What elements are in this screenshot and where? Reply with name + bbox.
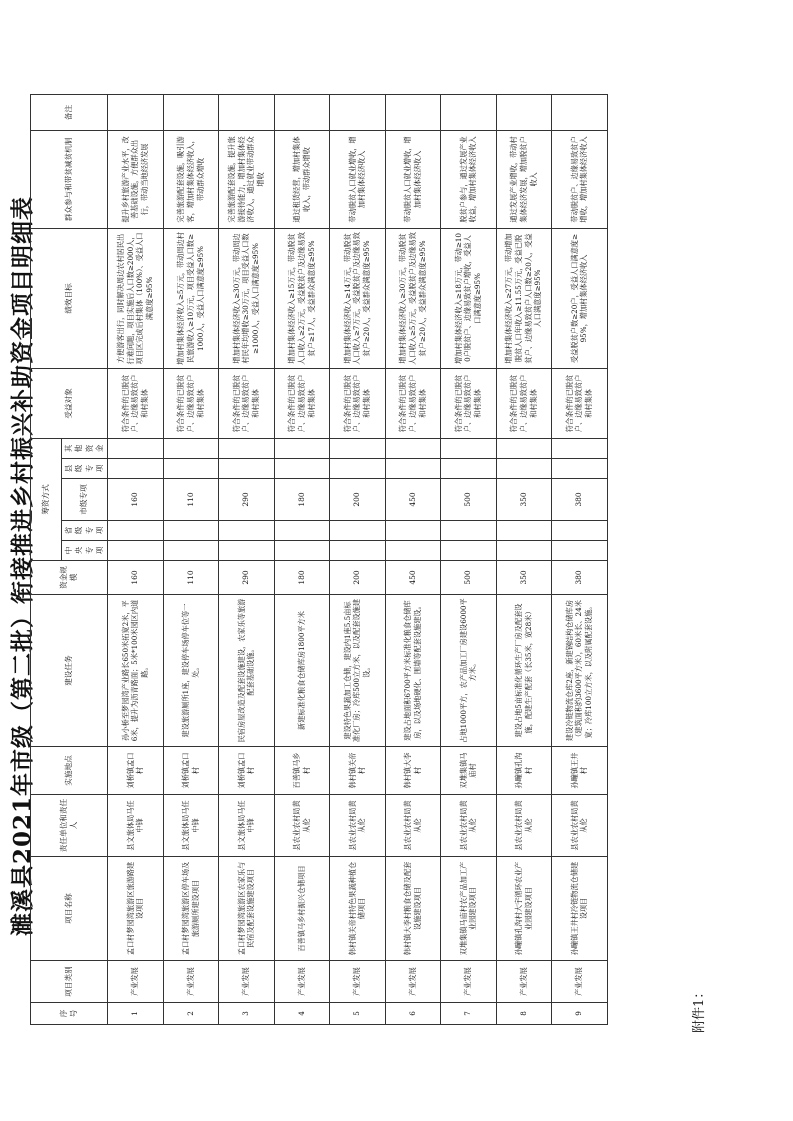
cell-location: 刘桥镇孟口村 [163,747,219,795]
col-goal: 绩效目标 [31,228,108,368]
cell-scale: 450 [385,561,441,595]
cell-remark [441,94,497,130]
cell-municipal: 110 [163,479,219,521]
cell-goal: 方便游客出行，同时解决周边农村居民出行难问题，项目实施后人口数≥2000人，项目区完成后村集体（100%）、受益人口满意度≥95% [108,228,164,368]
cell-remark [108,94,164,130]
cell-mechanism: 完善旅游配套设施，吸引游客，增加村集体经济收入，带动群众增收 [163,130,219,228]
cell-municipal: 160 [108,479,164,521]
cell-category: 产业发展 [219,961,275,1003]
cell-central [496,541,552,561]
cell-central [441,541,497,561]
cell-scale: 160 [108,561,164,595]
table-row [163,94,219,1024]
cell-county [274,459,330,479]
cell-seq: 8 [496,1003,552,1025]
cell-other [552,438,608,458]
cell-content: 占地1000平方，农产品加工厂房建设6000平方米。 [441,595,497,747]
cell-location: 韩村镇关帝村 [330,747,386,795]
cell-category: 产业发展 [385,961,441,1003]
cell-responsible: 县农业农村局黄从伦 [274,795,330,857]
cell-category: 产业发展 [441,961,497,1003]
table-row [552,94,608,1024]
cell-municipal: 450 [385,479,441,521]
cell-beneficiaries: 符合条件的已脱贫户、边缘易致贫户和村集体 [330,368,386,438]
cell-central [385,541,441,561]
cell-provincial [163,521,219,541]
cell-beneficiaries: 符合条件的已脱贫户、边缘易致贫户和村集体 [496,368,552,438]
cell-remark [163,94,219,130]
cell-location: 孙疃镇王井村 [552,747,608,795]
cell-name: 双堆集镇马庙村农产品加工产业园建设项目 [441,857,497,961]
cell-content: 建设占地5亩标准化循环生产厂房及配套设施，配建生产配套（长35米，宽28米） [496,595,552,747]
cell-other [330,438,386,458]
attachment-label: 附件1： [692,985,707,1033]
page-title: 濉溪县2021年市级（第二批）衔接推进乡村振兴补助资金项目明细表 [9,196,36,937]
col-municipal: 市级专项 [62,479,108,521]
cell-municipal: 200 [330,479,386,521]
table-row [274,94,330,1024]
cell-beneficiaries: 符合条件的已脱贫户、边缘易致贫户和村集体 [163,368,219,438]
cell-mechanism: 带动脱贫人口就业增收，增加村集体经济收入 [330,130,386,228]
cell-other [441,438,497,458]
table-row [385,94,441,1024]
cell-county [163,459,219,479]
cell-content: 孙小桥至梦园湾产业路长650米拓宽2米，平6米，提升为沥青路面；5米*100米园区内道路。 [108,595,164,747]
table-row [496,94,552,1024]
cell-other [219,438,275,458]
cell-goal: 增加村集体经济收入≥18万元，带动≥100户脱贫户、边缘易致贫户增收，受益人口满意度≥95% [441,228,497,368]
cell-content: 建设占地面积6700平方米标准化粮食仓储库房，以及场地硬化、围墙等配套设施建设。 [385,595,441,747]
cell-content: 建设旅游厕所1座，建设停车场停车位等一处。 [163,595,219,747]
cell-content: 建设特色果蔬加工仓储，建设内1座5.5亩标准化厂房；冷库500立方米，以及配套设施建设。 [330,595,386,747]
col-beneficiaries: 受益对象 [31,368,108,438]
cell-provincial [274,521,330,541]
cell-remark [330,94,386,130]
cell-goal: 增加村集体经济收入≥5万元，带动周边村民旅游收入≥10万元，项目受益人口数≥1000人，受益人口满意度≥95% [163,228,219,368]
cell-county [496,459,552,479]
cell-seq: 6 [385,1003,441,1025]
cell-other [108,438,164,458]
cell-name: 孙疃镇王井村冷链物流仓储建设项目 [552,857,608,961]
cell-beneficiaries: 符合条件的已脱贫户、边缘易致贫户和村集体 [385,368,441,438]
col-name: 项目名称 [31,857,108,961]
cell-seq: 9 [552,1003,608,1025]
cell-provincial [219,521,275,541]
col-county: 县级专项 [62,459,108,479]
cell-county [108,459,164,479]
cell-location: 刘桥镇孟口村 [108,747,164,795]
cell-name: 孙疃镇孔沟村大宇循环农业产业园建设项目 [496,857,552,961]
cell-scale: 290 [219,561,275,595]
cell-central [274,541,330,561]
cell-beneficiaries: 符合条件的已脱贫户、边缘易致贫户和村集体 [552,368,608,438]
table-row [330,94,386,1024]
cell-responsible: 县农业农村局黄从伦 [496,795,552,857]
cell-goal: 受益脱贫户数≥20户，受益人口满意度≥95%，增加村集体经济收入 [552,228,608,368]
col-seq: 序号 [31,1003,108,1025]
table-row [108,94,164,1024]
cell-mechanism: 带动脱贫户、边缘易致贫户增收，增加村集体经济收入 [552,130,608,228]
cell-goal: 增加村集体经济收入≥14万元，带动脱贫人口收入≥7万元，受益脱贫户及边缘易致贫户≥20人，受益群众满意度≥95% [330,228,386,368]
cell-name: 孟口村梦园湾旅游区旅游路建设项目 [108,857,164,961]
cell-central [552,541,608,561]
cell-provincial [330,521,386,541]
cell-beneficiaries: 符合条件的已脱贫户、边缘易致贫户和村集体 [274,368,330,438]
cell-municipal: 290 [219,479,275,521]
cell-name: 韩村镇关帝村特色果蔬种植仓储项目 [330,857,386,961]
cell-other [163,438,219,458]
cell-category: 产业发展 [274,961,330,1003]
cell-mechanism: 脱贫户参与，通过发展产业收益，增加村集体经济收入 [441,130,497,228]
cell-mechanism: 完善旅游配套设施，提升旅游接待能力，增加村集体经济收入，通过就业带动群众增收 [219,130,275,228]
cell-seq: 7 [441,1003,497,1025]
cell-beneficiaries: 符合条件的已脱贫户、边缘易致贫户和村集体 [108,368,164,438]
cell-mechanism: 通过租赁经营，增加村集体收入，带动群众增收 [274,130,330,228]
cell-central [108,541,164,561]
cell-provincial [385,521,441,541]
cell-seq: 2 [163,1003,219,1025]
cell-seq: 5 [330,1003,386,1025]
cell-central [163,541,219,561]
cell-responsible: 县文旅体局马任中锋 [219,795,275,857]
cell-municipal: 350 [496,479,552,521]
cell-provincial [441,521,497,541]
cell-remark [496,94,552,130]
cell-remark [274,94,330,130]
cell-provincial [108,521,164,541]
cell-county [441,459,497,479]
cell-category: 产业发展 [330,961,386,1003]
cell-content: 建设冷链物流仓库2座，新建钢结构仓储库房（建筑面积约3600平方米），60米长、24米宽；冷库100立方米，以及附属配套设施。 [552,595,608,747]
cell-remark [219,94,275,130]
cell-name: 孟口村梦园湾旅游区停车场及旅游厕所建设项目 [163,857,219,961]
cell-content: 新建标准化粮食仓储库房1800平方米 [274,595,330,747]
cell-remark [552,94,608,130]
cell-responsible: 县农业农村局黄从伦 [385,795,441,857]
cell-goal: 增加村集体经济收入≥30万元，带动周边村民年均增收≥30万元，项目受益人口数≥1000人，受益人口满意度≥95% [219,228,275,368]
cell-county [552,459,608,479]
cell-responsible: 县文旅体局马任中锋 [163,795,219,857]
cell-other [496,438,552,458]
cell-location: 百善镇马乡村 [274,747,330,795]
col-location: 实施地点 [31,747,108,795]
cell-beneficiaries: 符合条件的已脱贫户、边缘易致贫户和村集体 [219,368,275,438]
col-scale: 资金规模 [31,561,108,595]
col-funding-method: 筹资方式 [31,438,62,560]
cell-category: 产业发展 [552,961,608,1003]
cell-central [219,541,275,561]
cell-municipal: 500 [441,479,497,521]
cell-county [330,459,386,479]
cell-responsible: 县农业农村局黄从伦 [441,795,497,857]
col-remark: 备注 [31,94,108,130]
cell-location: 双堆集镇马庙村 [441,747,497,795]
cell-remark [385,94,441,130]
cell-name: 孟口村梦园湾旅游区农家乐与民宿及配套设施建设项目 [219,857,275,961]
cell-county [385,459,441,479]
cell-municipal: 380 [552,479,608,521]
cell-scale: 110 [163,561,219,595]
cell-location: 孙疃镇孔沟村 [496,747,552,795]
cell-goal: 增加村集体经济收入≥15万元，带动脱贫人口收入≥2万元，受益脱贫户及边缘易致贫户≥17人，受益群众满意度≥95% [274,228,330,368]
col-category: 项目类别 [31,961,108,1003]
cell-location: 刘桥镇孟口村 [219,747,275,795]
cell-provincial [496,521,552,541]
col-other: 其他资金 [62,438,108,458]
cell-municipal: 180 [274,479,330,521]
cell-other [385,438,441,458]
cell-provincial [552,521,608,541]
cell-central [330,541,386,561]
cell-category: 产业发展 [163,961,219,1003]
cell-seq: 3 [219,1003,275,1025]
cell-scale: 380 [552,561,608,595]
col-provincial: 省级专项 [62,521,108,541]
cell-content: 民宿房屋改造及配套设施建设，农家乐等旅游配套基础设施。 [219,595,275,747]
cell-responsible: 县农业农村局黄从伦 [552,795,608,857]
cell-seq: 1 [108,1003,164,1025]
cell-scale: 180 [274,561,330,595]
cell-goal: 增加村集体经济收入≥30万元，带动脱贫人口收入≥5万元，受益脱贫户及边缘易致贫户≥20人，受益群众满意度≥95% [385,228,441,368]
col-mechanism: 群众参与和带贫减贫机制 [31,130,108,228]
cell-mechanism: 提升乡村旅游产业水平，改善基础设施，方便群众出行，带动当地经济发展 [108,130,164,228]
col-central: 中央专项 [62,541,108,561]
cell-beneficiaries: 符合条件的已脱贫户、边缘易致贫户和村集体 [441,368,497,438]
cell-name: 韩村镇大李村粮食仓储及配套设施建设项目 [385,857,441,961]
cell-responsible: 县农业农村局黄从伦 [330,795,386,857]
cell-mechanism: 通过发展产业增收，带动村集体经济发展，增加脱贫户收入 [496,130,552,228]
table-row [219,94,275,1024]
header-row-1 [31,94,62,1024]
cell-goal: 增加村集体经济收入≥27万元，带动增加脱贫人口年收入≥11.55万元，受益已脱贫户、边缘易致贫户人口数≥20人，受益人口满意度≥95% [496,228,552,368]
cell-category: 产业发展 [108,961,164,1003]
cell-county [219,459,275,479]
col-content: 建设任务 [31,595,108,747]
table-row [441,94,497,1024]
cell-scale: 200 [330,561,386,595]
cell-category: 产业发展 [496,961,552,1003]
cell-scale: 500 [441,561,497,595]
cell-scale: 350 [496,561,552,595]
cell-other [274,438,330,458]
cell-seq: 4 [274,1003,330,1025]
cell-location: 韩村镇大李村 [385,747,441,795]
cell-mechanism: 带动脱贫人口就业增收，增加村集体经济收入 [385,130,441,228]
cell-name: 百善镇马乡村振兴仓储项目 [274,857,330,961]
cell-responsible: 县文旅体局马任中锋 [108,795,164,857]
table-body [108,94,608,1024]
col-responsible: 责任单位和责任人 [31,795,108,857]
project-table [30,94,608,1025]
